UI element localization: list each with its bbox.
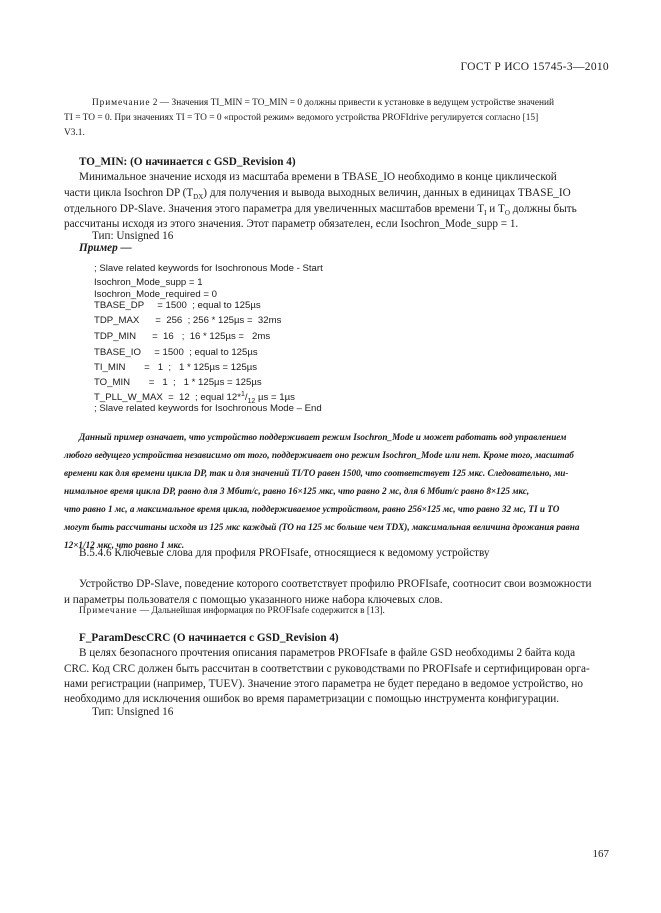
code-line: TDP_MAX = 256 ; 256 * 125µs = 32ms [94,315,282,326]
explanation-line: времени как для времени цикла DP, так и для значений TI/TO равен 1500, что соответствует 125 мкс. Следовательно, ми- [64,468,569,478]
note-1-line-2: TI = TO = 0. При значениях TI = TO = 0 «простой режим» ведомого устройства PROFIdrive регулируется согласно [15] [64,113,539,123]
code-line: TO_MIN = 1 ; 1 * 125µs = 125µs [94,377,262,388]
explanation-line: могут быть рассчитаны исходя из 125 мкс каждый (TO на 125 мс больше чем TDX), максимальная величина дрожания равна [64,522,580,532]
slave-paragraph-line-2: и параметры пользователя с помощью указанного ниже набора ключевых слов. [64,594,443,606]
fparam-line: необходимо для исключения ошибок во время параметризации с помощью инструмента конфигурации. [64,693,560,705]
explanation-line: что равно 1 мс, а максимальное время цикла, поддерживаемое устройством, равно 256×125 мс, что равно 32 мс, TI и TO [64,504,560,514]
slave-paragraph-line-1: Устройство DP-Slave, поведение которого соответствует профилю PROFIsafe, соотносит свои возможности [79,578,592,590]
note-1-text: 2 — Значения TI_MIN = TO_MIN = 0 должны привести к установке в ведущем устройстве значений [150,98,555,108]
explanation-line: любого ведущего устройства независимо от того, поддерживает оно режим Isochron_Mode или нет. Кроме того, масштаб [64,450,574,460]
to-min-line-2: части цикла Isochron DP $(T_{DX})$ для получения и вывода выходных величин, данных в единицах TBASE_IO [64,187,571,202]
note-label: Примечание [79,606,138,616]
explanation-line: Данный пример означает, что устройство поддерживает режим Isochron_Mode и может работать вод управлением [79,432,567,442]
code-line: ; Slave related keywords for Isochronous Mode – End [94,403,322,414]
to-min-heading: TO_MIN: (О начинается с GSD_Revision 4) [79,156,296,168]
to-min-line-4: рассчитаны исходя из этого значения. Этот параметр обязателен, если Isochron_Mode_supp = 1. [64,218,519,230]
to-min-line-3: отдельного DP-Slave. Значения этого параметра для увеличенных масштабов времени $T_I$ и $T_O$ должны быть [64,203,577,218]
explanation-line: 12×1/12 мкс, что равно 1 мкс. [64,540,185,550]
example-label: Пример — [79,242,132,254]
code-line: ; Slave related keywords for Isochronous Mode - Start [94,263,323,274]
to-min-line-1: Минимальное значение исходя из масштаба времени в TBASE_IO необходимо в конце циклической [79,171,557,183]
note-1-line-3: V3.1. [64,128,85,138]
note-2-text: — Дальнейшая информация по PROFIsafe содержится в [13]. [137,606,385,616]
code-line: TBASE_DP = 1500 ; equal to 125µs [94,300,261,311]
note-1-line-1 [92,96,554,111]
page-number: 167 [592,848,609,860]
note-2 [79,604,385,619]
fparam-line: В целях безопасного прочтения описания параметров PROFIsafe в файле GSD необходимы 2 байта кода [79,647,576,659]
fparam-heading: F_ParamDescCRC (O начинается с GSD_Revision 4) [79,632,339,644]
code-line-tpll: T_PLL_W_MAX = 12 ; equal $12*^1/_{12}$ µs = 1µs [94,390,295,405]
fparam-type: Тип: Unsigned 16 [92,706,174,718]
code-line: TI_MIN = 1 ; 1 * 125µs = 125µs [94,362,258,373]
explanation-line: нимальное время цикла DP, равно для 3 Мбит/с, равно 16×125 мкс, что равно 2 мс, для 6 Мбит/с равно 8×125 мкс, [64,486,530,496]
document-id-header: ГОСТ Р ИСО 15745-3—2010 [460,61,609,73]
code-line: TBASE_IO = 1500 ; equal to 125µs [94,347,258,358]
to-min-type: Тип: Unsigned 16 [92,230,174,242]
fparam-line: нами регистрации (например, TUEV). Значение этого параметра не будет передано в ведомое устройство, но [64,678,583,690]
code-line: TDP_MIN = 16 ; 16 * 125µs = 2ms [94,331,271,342]
code-line: Isochron_Mode_required = 0 [94,289,217,300]
fparam-line: CRC. Код CRC должен быть рассчитан в соответствии с руководствами по PROFIsafe и сертифицирован орга- [64,663,590,675]
code-line: Isochron_Mode_supp = 1 [94,277,203,288]
note-label: Примечание [92,98,151,108]
section-heading-b546: В.5.4.6 Ключевые слова для профиля PROFIsafe, относящиеся к ведомому устройству [79,547,490,559]
